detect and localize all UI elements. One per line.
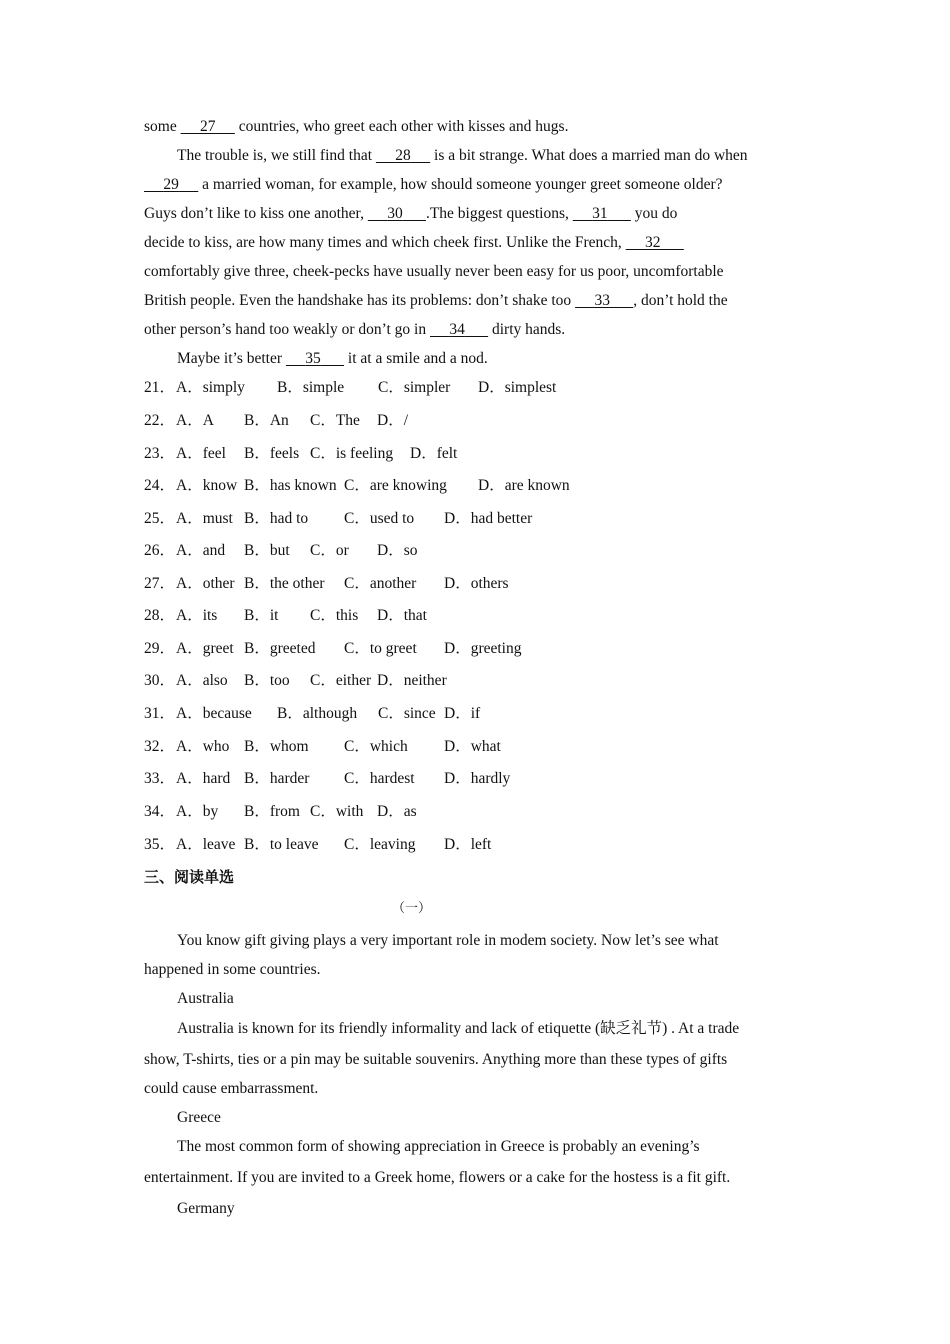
section-heading: 三、阅读单选 (144, 868, 235, 886)
option-b: B．it (244, 607, 279, 624)
text: it at a smile and a nod. (344, 350, 488, 367)
text: Maybe it’s better (177, 350, 286, 367)
option-b: B．greeted (244, 640, 316, 657)
option-c: C．or (310, 542, 349, 559)
blank-33 (575, 292, 633, 309)
option-a: A．A (176, 412, 214, 429)
text: a married woman, for example, how should someone younger greet someone older? (198, 176, 723, 193)
text: .The biggest questions, (425, 205, 573, 222)
reading-subheading-australia: Australia (177, 990, 234, 1007)
option-a: A．simply (176, 379, 245, 396)
question-number: 34． (144, 803, 176, 820)
option-c: C．another (344, 575, 417, 592)
option-d: D．so (377, 542, 418, 559)
option-d: D．simplest (478, 379, 557, 396)
text: countries, who greet each other with kisses and hugs. (234, 118, 569, 135)
reading-line: You know gift giving plays a very important role in modem society. Now let’s see what (177, 932, 719, 949)
option-a: A．feel (176, 445, 226, 462)
option-c: C．hardest (344, 770, 415, 787)
text: some (144, 118, 181, 135)
reading-line: show, T-shirts, ties or a pin may be suitable souvenirs. Anything more than these types of gifts (144, 1051, 728, 1068)
passage-line: comfortably give three, cheek-pecks have usually never been easy for us poor, uncomfortable (144, 263, 724, 280)
blank-number: 32 (645, 234, 661, 251)
option-a: A．also (176, 672, 228, 689)
passage-line (144, 291, 728, 311)
question-number: 30． (144, 672, 176, 689)
option-c: C．leaving (344, 836, 416, 853)
passage-line (144, 175, 723, 195)
blank-28 (376, 147, 430, 164)
option-d: D．if (444, 705, 481, 722)
option-d: D．had better (444, 510, 533, 527)
passage-line (144, 204, 677, 224)
blank-32 (626, 234, 684, 251)
blank-number: 28 (395, 147, 411, 164)
option-a: A．hard (176, 770, 231, 787)
option-c: C．either (310, 672, 372, 689)
passage-line (144, 117, 568, 137)
question-number: 21． (144, 379, 176, 396)
option-a: A．by (176, 803, 219, 820)
question-number: 27． (144, 575, 176, 592)
option-d: D．/ (377, 412, 409, 429)
reading-line: The most common form of showing appreciation in Greece is probably an evening’s (177, 1138, 700, 1155)
question-number: 26． (144, 542, 176, 559)
option-d: D．neither (377, 672, 447, 689)
option-b: B．simple (277, 379, 345, 396)
option-a: A．must (176, 510, 233, 527)
blank-29 (144, 176, 198, 193)
blank-number: 33 (594, 292, 610, 309)
option-a: A．who (176, 738, 230, 755)
option-a: A．because (176, 705, 252, 722)
option-d: D．as (377, 803, 417, 820)
blank-31 (573, 205, 631, 222)
option-b: B．although (277, 705, 358, 722)
option-c: C．simpler (378, 379, 451, 396)
option-a: A．and (176, 542, 226, 559)
option-c: C．with (310, 803, 364, 820)
text: dirty hands. (488, 321, 566, 338)
option-a: A．greet (176, 640, 234, 657)
text: British people. Even the handshake has its problems: don’t shake too (144, 292, 576, 309)
passage-line (177, 146, 748, 166)
reading-line: happened in some countries. (144, 961, 321, 978)
option-d: D．others (444, 575, 509, 592)
text: decide to kiss, are how many times and which cheek first. Unlike the French, (144, 234, 626, 251)
option-b: B．An (244, 412, 289, 429)
blank-number: 27 (199, 118, 216, 135)
blank-27 (181, 118, 235, 135)
reading-line: could cause embarrassment. (144, 1080, 319, 1097)
option-d: D．hardly (444, 770, 511, 787)
option-c: C．The (310, 412, 360, 429)
question-number: 24． (144, 477, 176, 494)
option-c: C．since (378, 705, 436, 722)
blank-35 (286, 350, 344, 367)
question-number: 25． (144, 510, 176, 527)
reading-line: entertainment. If you are invited to a Greek home, flowers or a cake for the hostess is a fit gift. (144, 1169, 731, 1186)
passage-line (144, 233, 684, 253)
option-a: A．other (176, 575, 235, 592)
option-d: D．are known (478, 477, 570, 494)
option-c: C．used to (344, 510, 415, 527)
text: other person’s hand too weakly or don’t go in (144, 321, 430, 338)
text: is a bit strange. What does a married man do when (430, 147, 748, 164)
blank-34 (430, 321, 488, 338)
option-b: B．feels (244, 445, 300, 462)
blank-number: 30 (387, 205, 403, 222)
option-c: C．to greet (344, 640, 417, 657)
text: Guys don’t like to kiss one another, (144, 205, 368, 222)
option-b: B．too (244, 672, 290, 689)
option-c: C．which (344, 738, 408, 755)
option-c: C．this (310, 607, 359, 624)
option-b: B．had to (244, 510, 309, 527)
option-b: B．has known (244, 477, 337, 494)
question-number: 35． (144, 836, 176, 853)
passage-line (144, 320, 565, 340)
option-d: D．that (377, 607, 427, 624)
option-d: D．greeting (444, 640, 522, 657)
reading-subheading-germany: Germany (177, 1200, 235, 1217)
text: you do (630, 205, 678, 222)
blank-number: 34 (449, 321, 465, 338)
option-c: C．are knowing (344, 477, 447, 494)
question-number: 33． (144, 770, 176, 787)
question-number: 28． (144, 607, 176, 624)
option-b: B．but (244, 542, 290, 559)
question-number: 22． (144, 412, 176, 429)
question-number: 23． (144, 445, 176, 462)
option-b: B．whom (244, 738, 309, 755)
question-number: 32． (144, 738, 176, 755)
question-number: 31． (144, 705, 176, 722)
passage-line (177, 349, 488, 369)
text: The trouble is, we still find that (177, 147, 376, 164)
sub-heading: （一） (391, 900, 431, 915)
question-number: 29． (144, 640, 176, 657)
blank-number: 31 (592, 205, 608, 222)
option-b: B．harder (244, 770, 310, 787)
option-c: C．is feeling (310, 445, 394, 462)
blank-number: 29 (163, 176, 179, 193)
option-b: B．to leave (244, 836, 319, 853)
blank-30 (368, 205, 426, 222)
option-d: D．felt (410, 445, 458, 462)
text: , don’t hold the (633, 292, 728, 309)
blank-number: 35 (305, 350, 321, 367)
option-a: A．know (176, 477, 238, 494)
option-a: A．leave (176, 836, 236, 853)
option-d: D．what (444, 738, 501, 755)
option-a: A．its (176, 607, 218, 624)
option-d: D．left (444, 836, 492, 853)
reading-subheading-greece: Greece (177, 1109, 221, 1126)
reading-line: Australia is known for its friendly informality and lack of etiquette (缺乏礼节) . At a trade (177, 1020, 740, 1037)
option-b: B．the other (244, 575, 325, 592)
option-b: B．from (244, 803, 300, 820)
